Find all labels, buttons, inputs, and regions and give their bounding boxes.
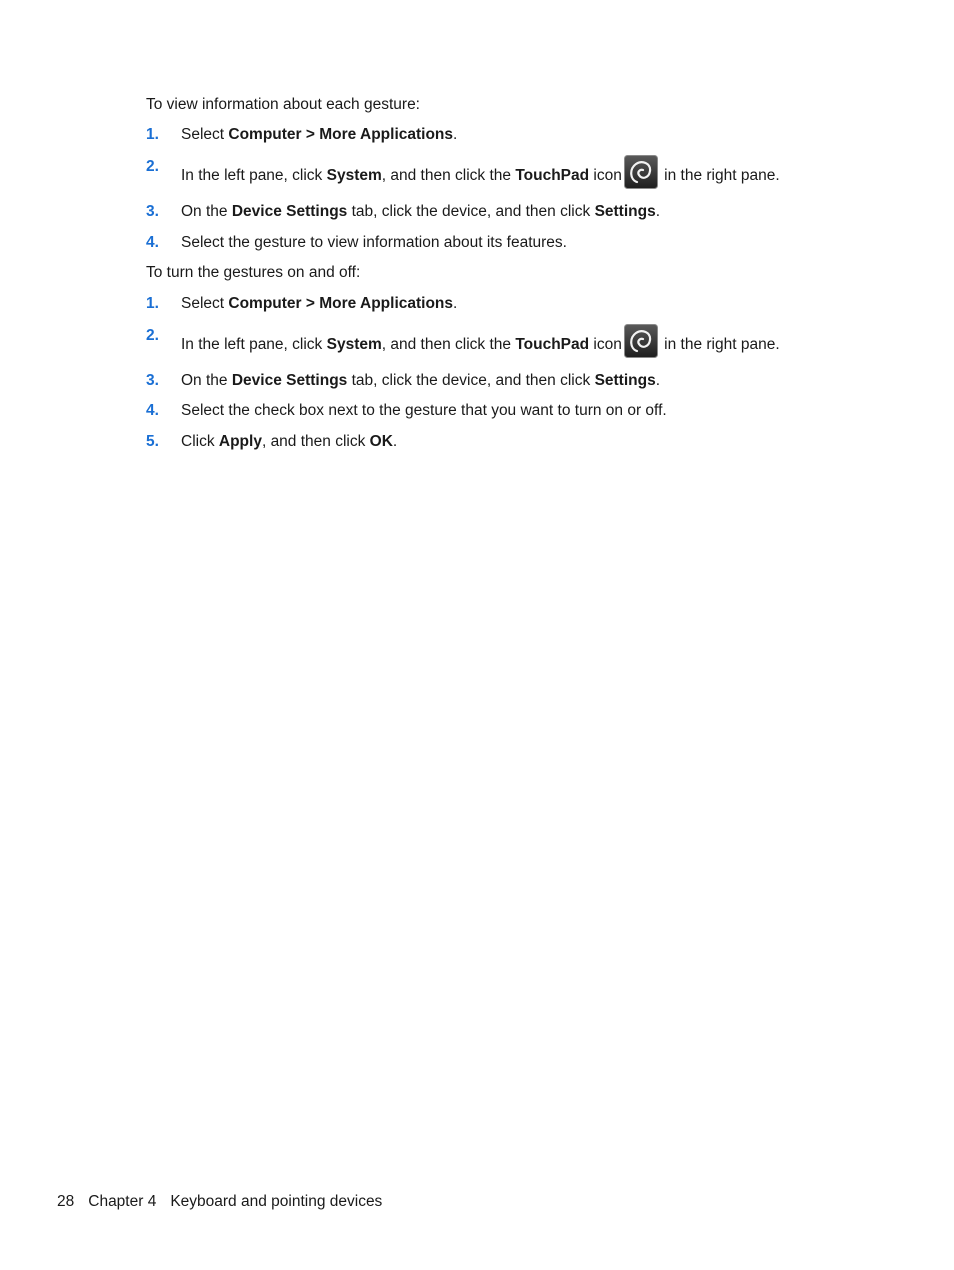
section1-intro: To view information about each gesture: <box>146 96 420 113</box>
page-footer <box>57 1192 382 1212</box>
chapter-title: Keyboard and pointing devices <box>170 1193 383 1210</box>
touchpad-icon <box>624 324 658 358</box>
step-number: 1. <box>146 126 159 143</box>
section2-intro: To turn the gestures on and off: <box>146 264 361 281</box>
step-text: Select Computer > More Applications. <box>181 295 458 312</box>
step-text: In the left pane, click System, and then click the TouchPad icon in the right pane. <box>181 332 780 358</box>
step-number: 4. <box>146 234 159 251</box>
touchpad-icon <box>624 155 658 189</box>
step-text: Select Computer > More Applications. <box>181 126 458 143</box>
page-number: 28 <box>57 1193 75 1210</box>
step-text: In the left pane, click System, and then click the TouchPad icon in the right pane. <box>181 163 780 189</box>
step-number: 4. <box>146 402 159 419</box>
step-text: Click Apply, and then click OK. <box>181 433 398 450</box>
step-number: 3. <box>146 372 159 389</box>
step-text: Select the check box next to the gesture that you want to turn on or off. <box>181 402 667 419</box>
step-text: On the Device Settings tab, click the device, and then click Settings. <box>181 372 661 389</box>
step-number: 2. <box>146 327 159 344</box>
step-number: 2. <box>146 158 159 175</box>
step-number: 3. <box>146 203 159 220</box>
step-number: 1. <box>146 295 159 312</box>
step-text: On the Device Settings tab, click the device, and then click Settings. <box>181 203 661 220</box>
chapter-label: Chapter 4 <box>88 1193 157 1210</box>
step-number: 5. <box>146 433 159 450</box>
step-text: Select the gesture to view information about its features. <box>181 234 567 251</box>
